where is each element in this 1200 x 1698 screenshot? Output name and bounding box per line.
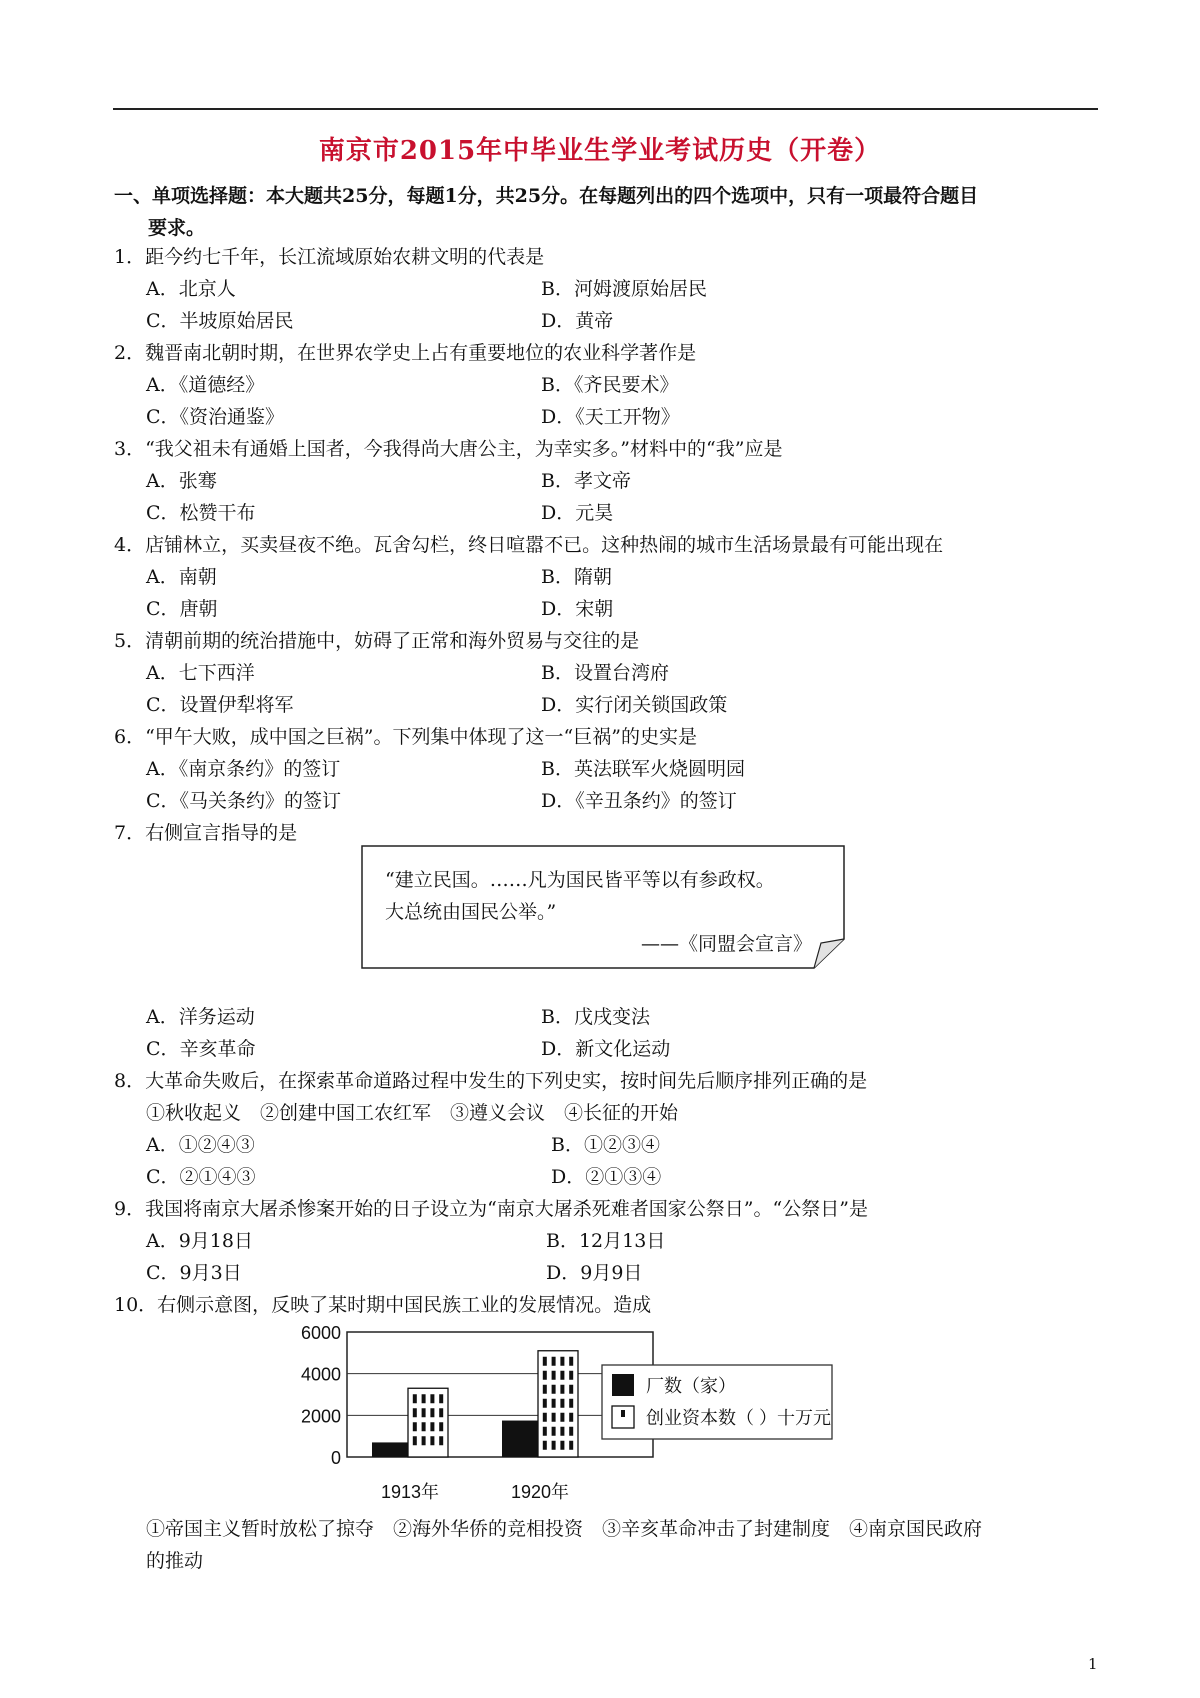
question-7-option-b: B．戊戌变法 — [541, 1006, 650, 1028]
building-window — [439, 1394, 443, 1403]
question-2-option-a: A．《道德经》 — [146, 374, 265, 396]
quote-line-1: “建立民国。……凡为国民皆平等以有参政权。 — [385, 869, 775, 891]
page-number: 1 — [1088, 1655, 1098, 1673]
building-window — [552, 1413, 556, 1422]
question-4-option-a: A．南朝 — [146, 566, 217, 588]
building-window — [422, 1436, 426, 1445]
legend-label-factories: 厂数（家） — [646, 1376, 736, 1396]
question-7-option-d: D．新文化运动 — [541, 1038, 671, 1060]
building-window — [569, 1441, 573, 1450]
question-4-option-b: B．隋朝 — [541, 566, 612, 588]
building-window — [430, 1408, 434, 1417]
question-8-option-d: D．②①③④ — [551, 1166, 662, 1188]
question-7-stem: 7．右侧宣言指导的是 — [114, 822, 298, 844]
legend-swatch-capital-window — [621, 1410, 625, 1417]
question-2-option-c: C．《资治通鉴》 — [146, 406, 285, 428]
building-window — [543, 1441, 547, 1450]
question-7-option-a: A．洋务运动 — [146, 1006, 255, 1028]
building-window — [560, 1385, 564, 1394]
building-window — [413, 1394, 417, 1403]
question-3-stem: 3．“我父祖未有通婚上国者，今我得尚大唐公主，为幸实多。”材料中的“我”应是 — [114, 438, 783, 460]
question-3-option-d: D．元昊 — [541, 502, 614, 524]
building-window — [569, 1399, 573, 1408]
question-6-option-d: D．《辛丑条约》的签订 — [541, 790, 737, 812]
question-3-option-a: A．张骞 — [146, 470, 217, 492]
legend-swatch-factories — [612, 1374, 634, 1396]
building-window — [560, 1427, 564, 1436]
question-4-option-c: C．唐朝 — [146, 598, 218, 620]
industry-bar-chart — [280, 1320, 920, 1510]
question-1-stem: 1．距今约七千年，长江流域原始农耕文明的代表是 — [114, 246, 545, 268]
building-window — [439, 1436, 443, 1445]
building-window — [413, 1436, 417, 1445]
x-tick-label: 1920年 — [510, 1482, 570, 1502]
building-window — [543, 1357, 547, 1366]
building-window — [422, 1408, 426, 1417]
question-5-stem: 5．清朝前期的统治措施中，妨碍了正常和海外贸易与交往的是 — [114, 630, 640, 652]
question-5-option-a: A．七下西洋 — [146, 662, 255, 684]
quote-line-2: 大总统由国民公举。” — [385, 901, 557, 923]
building-window — [560, 1371, 564, 1380]
building-window — [569, 1413, 573, 1422]
question-4-option-d: D．宋朝 — [541, 598, 614, 620]
question-2-option-b: B．《齐民要术》 — [541, 374, 679, 396]
question-2-option-d: D．《天工开物》 — [541, 406, 680, 428]
question-2-stem: 2．魏晋南北朝时期，在世界农学史上占有重要地位的农业科学著作是 — [114, 342, 697, 364]
building-window — [552, 1441, 556, 1450]
page-title: 南京市2015年中毕业生学业考试历史（开卷） — [318, 136, 882, 166]
question-6-option-b: B．英法联军火烧圆明园 — [541, 758, 745, 780]
building-window — [430, 1394, 434, 1403]
building-window — [552, 1385, 556, 1394]
building-window — [543, 1427, 547, 1436]
question-8-option-b: B．①②③④ — [551, 1134, 660, 1156]
section-heading-line1: 一、单项选择题：本大题共25分，每题1分，共25分。在每题列出的四个选项中，只有一项最符合题目 — [114, 185, 979, 207]
question-3-option-c: C．松赞干布 — [146, 502, 256, 524]
header-rule — [113, 108, 1098, 110]
building-window — [569, 1427, 573, 1436]
building-window — [552, 1427, 556, 1436]
question-10-stem: 10．右侧示意图，反映了某时期中国民族工业的发展情况。造成 — [114, 1294, 652, 1316]
building-window — [560, 1441, 564, 1450]
building-window — [439, 1422, 443, 1431]
question-7-option-c: C．辛亥革命 — [146, 1038, 256, 1060]
x-tick-label: 1913年 — [380, 1482, 440, 1502]
building-window — [552, 1357, 556, 1366]
y-tick-label: 0 — [330, 1448, 341, 1468]
question-8-stem: 8．大革命失败后，在探索革命道路过程中发生的下列史实，按时间先后顺序排列正确的是 — [114, 1070, 868, 1092]
building-window — [569, 1357, 573, 1366]
building-window — [569, 1385, 573, 1394]
question-9-stem: 9．我国将南京大屠杀惨案开始的日子设立为“南京大屠杀死难者国家公祭日”。“公祭日”是 — [114, 1198, 868, 1220]
building-window — [430, 1436, 434, 1445]
question-10-items-line1: ①帝国主义暂时放松了掠夺 ②海外华侨的竞相投资 ③辛亥革命冲击了封建制度 ④南京国民政府 — [146, 1518, 983, 1540]
question-8-items: ①秋收起义 ②创建中国工农红军 ③遵义会议 ④长征的开始 — [146, 1102, 679, 1124]
question-5-option-c: C．设置伊犁将军 — [146, 694, 294, 716]
y-tick-label: 6000 — [300, 1323, 341, 1343]
question-9-option-b: B．12月13日 — [546, 1230, 666, 1252]
building-window — [543, 1413, 547, 1422]
building-window — [560, 1357, 564, 1366]
section-heading — [114, 180, 1104, 244]
building-window — [422, 1394, 426, 1403]
question-9-option-d: D．9月9日 — [546, 1262, 643, 1284]
y-tick-label: 2000 — [300, 1406, 341, 1427]
building-window — [543, 1385, 547, 1394]
quote-source: ——《同盟会宣言》 — [641, 933, 813, 955]
building-window — [413, 1422, 417, 1431]
building-window — [422, 1422, 426, 1431]
question-5-option-b: B．设置台湾府 — [541, 662, 669, 684]
question-1-option-b: B．河姆渡原始居民 — [541, 278, 707, 300]
question-8-option-a: A．①②④③ — [146, 1134, 255, 1156]
question-1-option-a: A．北京人 — [146, 278, 236, 300]
building-window — [543, 1371, 547, 1380]
building-window — [439, 1408, 443, 1417]
building-window — [552, 1399, 556, 1408]
bar-factories-1 — [502, 1421, 538, 1457]
bar-factories-0 — [372, 1442, 408, 1457]
question-5-option-d: D．实行闭关锁国政策 — [541, 694, 728, 716]
building-window — [569, 1371, 573, 1380]
legend-label-capital: 创业资本数（ ）十万元 — [646, 1408, 831, 1428]
question-6-option-c: C．《马关条约》的签订 — [146, 790, 342, 812]
question-4-stem: 4．店铺林立，买卖昼夜不绝。瓦舍勾栏，终日喧嚣不已。这种热闹的城市生活场景最有可能出现在 — [114, 534, 944, 556]
building-window — [560, 1413, 564, 1422]
building-window — [543, 1399, 547, 1408]
question-6-option-a: A．《南京条约》的签订 — [146, 758, 341, 780]
question-1-option-d: D．黄帝 — [541, 310, 614, 332]
question-6-stem: 6．“甲午大败，成中国之巨祸”。下列集中体现了这一“巨祸”的史实是 — [114, 726, 697, 748]
question-9-option-a: A．9月18日 — [146, 1230, 253, 1252]
building-window — [560, 1399, 564, 1408]
building-window — [413, 1408, 417, 1417]
y-tick-label: 4000 — [300, 1364, 341, 1385]
building-window — [430, 1422, 434, 1431]
question-1-option-c: C．半坡原始居民 — [146, 310, 294, 332]
question-9-option-c: C．9月3日 — [146, 1262, 242, 1284]
section-heading-line2: 要求。 — [148, 217, 206, 239]
question-10-items-line2: 的推动 — [146, 1550, 204, 1572]
question-3-option-b: B．孝文帝 — [541, 470, 631, 492]
building-window — [552, 1371, 556, 1380]
question-8-option-c: C．②①④③ — [146, 1166, 256, 1188]
quote-box — [361, 845, 845, 969]
